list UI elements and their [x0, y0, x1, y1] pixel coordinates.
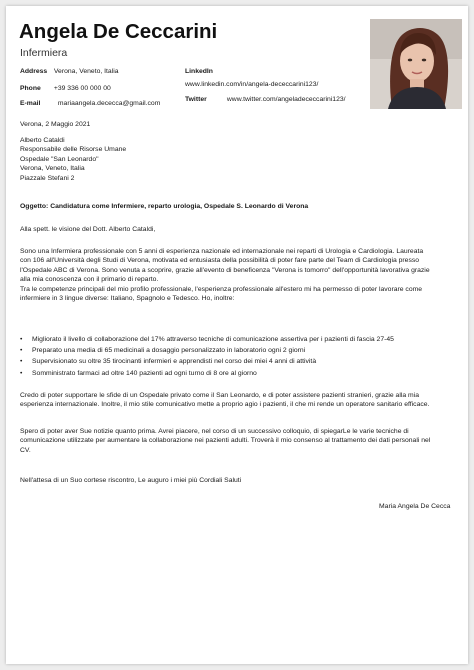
cover-letter-page	[6, 6, 468, 664]
paragraph-line: Spero di poter aver Sue notizie quanto prima. Avrei piacere, nel corso di un successivo colloquio, di spiegarLe le varie tecniche di	[20, 428, 409, 435]
twitter-row	[185, 95, 346, 104]
paragraph-motivation	[20, 391, 458, 410]
letter-subject: Oggetto: Candidatura come Infermiere, reparto urologia, Ospedale S. Leonardo di Verona	[20, 203, 309, 210]
candidate-name: Angela De Ceccarini	[19, 20, 218, 43]
address-row	[20, 67, 119, 76]
address-value: Verona, Veneto, Italia	[53, 68, 119, 75]
achievements-list	[20, 334, 450, 379]
paragraph-line: infermiere in 3 lingue diverse: Italiano, Spagnolo e Tedesco. Ho, inoltre:	[20, 295, 235, 303]
paragraph-intro	[20, 247, 458, 303]
email-value[interactable]: mariaangela.dececca@gmail.com	[57, 100, 161, 107]
email-row	[20, 99, 160, 108]
recipient-line: Responsabile delle Risorse Umane	[20, 146, 127, 154]
linkedin-link[interactable]: www.linkedin.com/in/angela-dececcarini123/	[185, 81, 319, 88]
twitter-label: Twitter	[185, 96, 207, 103]
recipient-block	[20, 136, 458, 183]
recipient-line: Verona, Veneto, Italia	[20, 165, 85, 173]
paragraph-line: alla mia conoscenza con il primario di reparto.	[20, 276, 159, 284]
twitter-link[interactable]: www.twitter.com/angeladececcarini123/	[226, 96, 346, 103]
paragraph-line: esperienza internazionale. Inoltre, il mio stile comunicativo mette a proprio agio i pazienti, il che mi rende un operatore sanitario efficace.	[20, 401, 430, 409]
letter-greeting: Alla spett. le visione del Dott. Alberto Cataldi,	[20, 226, 156, 233]
paragraph-line: comunicazione utilizzate per aumentare la collaborazione nei pazienti adulti. Troverà il mio consenso al trattamento dei dati personali nel	[20, 437, 431, 445]
paragraph-line: CV.	[20, 446, 31, 454]
paragraph-line: Credo di poter supportare le sfide di un Ospedale privato come il San Leonardo, e di poter assistere pazienti stranieri, grazie alla mia	[20, 392, 419, 399]
email-label: E-mail	[20, 100, 41, 107]
profile-photo	[370, 19, 462, 109]
recipient-line: Alberto Cataldi	[20, 137, 65, 144]
phone-label: Phone	[20, 85, 41, 92]
achievement-item: • Preparato una media di 65 medicinali a dosaggio personalizzato in laboratorio ogni 2 giorni	[20, 345, 450, 356]
portrait-image	[370, 19, 462, 109]
achievement-item: • Somministrato farmaci ad oltre 140 pazienti ad ogni turno di 8 ore al giorno	[20, 368, 450, 379]
recipient-line: Piazzale Stefani 2	[20, 174, 75, 182]
phone-row	[20, 84, 111, 93]
paragraph-line: l'Ospedale ABC di Verona. Sono venuta a scoprire, grazie all'evento di beneficenza "Verona is tomorro" dell'opportunità lavorativa grazie	[20, 266, 430, 274]
paragraph-line: con 106 all'Università degli Studi di Verona, motivata ed entusiasta della possibilità di poter fare parte del Team di Cardiologia presso	[20, 257, 420, 265]
closing-salutation: Nell'attesa di un Suo cortese riscontro, Le auguro i miei più Cordiali Saluti	[20, 477, 242, 484]
letter-date: Verona, 2 Maggio 2021	[20, 121, 91, 128]
paragraph-closing	[20, 427, 458, 455]
candidate-role: Infermiera	[20, 47, 68, 59]
address-label: Address	[20, 68, 48, 75]
signature-name: Maria Angela De Cecca	[379, 503, 451, 510]
linkedin-label: LinkedIn	[185, 68, 213, 75]
phone-value: +39 336 00 000 00	[53, 85, 111, 92]
paragraph-line: Sono una Infermiera professionale con 5 anni di esperienza nazionale ed internazionale nei reparti di Urologia e Cardiologia. Laureata	[20, 248, 424, 255]
achievement-item: • Supervisionato su oltre 35 tirocinanti infermieri e apprendisti nel corso dei miei 4 anni di attività	[20, 356, 450, 367]
recipient-line: Ospedale "San Leonardo"	[20, 155, 99, 163]
achievement-item: • Migliorato il livello di collaborazione del 17% attraverso tecniche di comunicazione assertiva per i pazienti di fascia 27-45	[20, 334, 450, 345]
paragraph-line: Tra le competenze principali del mio profilo professionale, l'esperienza professionale all'estero mi ha permesso di poter lavorare come	[20, 285, 423, 293]
